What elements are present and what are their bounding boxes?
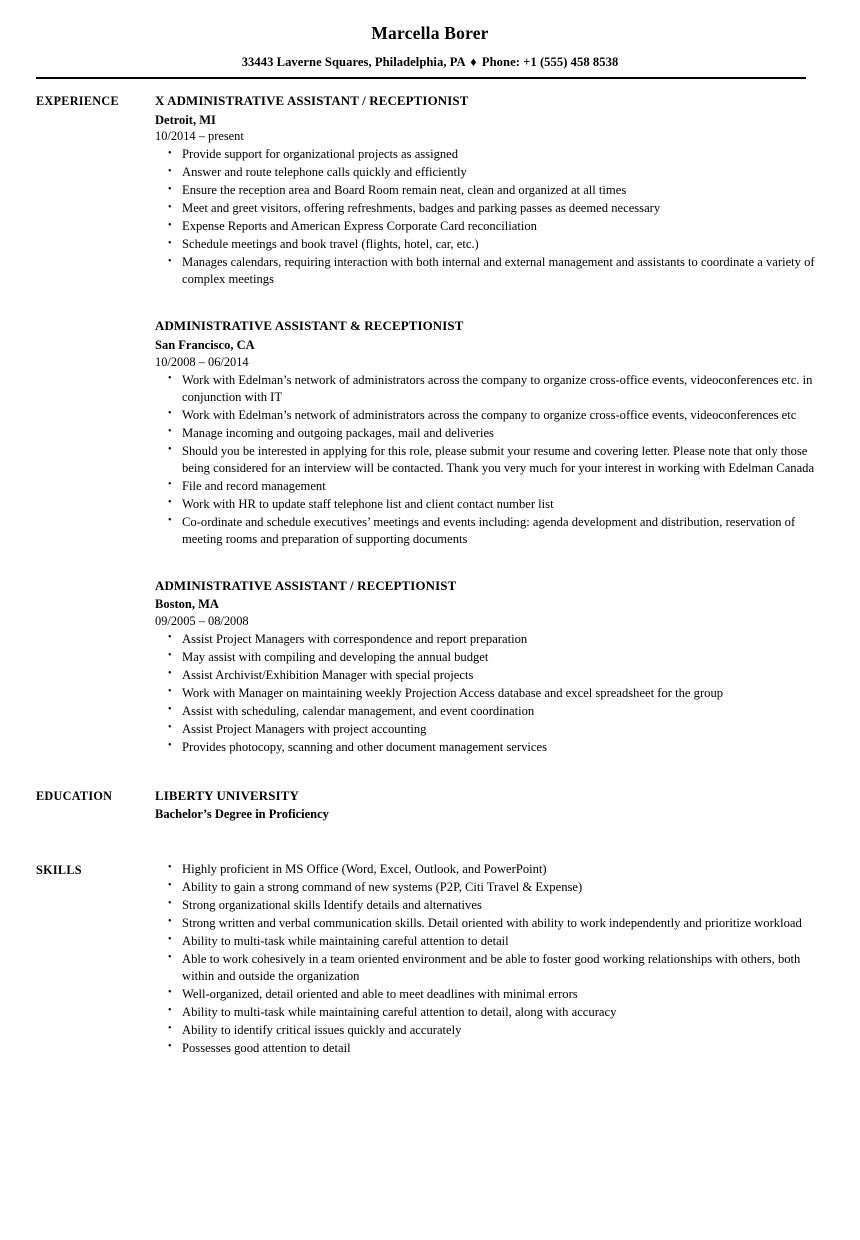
section-education [36,788,824,824]
job-location: San Francisco, CA [155,337,255,352]
list-item: • Work with Manager on maintaining weekly Projection Access database and excel spreadsheet for the group [155,685,824,702]
header-divider [36,77,806,79]
experience-entry [155,93,824,288]
skills-entries [155,860,824,1057]
list-item: • Highly proficient in MS Office (Word, Excel, Outlook, and PowerPoint) [155,861,824,878]
list-item: • Answer and route telephone calls quickly and efficiently [155,164,824,181]
job-title: ADMINISTRATIVE ASSISTANT & RECEPTIONIST [155,319,464,334]
education-entries [155,788,824,824]
education-degree: Bachelor’s Degree in Proficiency [155,807,329,822]
list-item: • Meet and greet visitors, offering refreshments, badges and parking passes as deemed necessary [155,200,824,217]
section-label-skills: SKILLS [36,862,82,877]
job-location: Boston, MA [155,597,219,612]
list-item: • Able to work cohesively in a team oriented environment and be able to foster good working relationships with others, both within and outside the organization [155,951,824,985]
job-dates: 09/2005 – 08/2008 [155,614,249,629]
job-bullet-list [155,146,824,288]
job-bullet-list [155,372,824,548]
list-item: • Co-ordinate and schedule executives’ meetings and events including: agenda development and distribution, reservation of meeting rooms and preparation of supporting documents [155,514,824,548]
resume-content [0,93,860,1057]
list-item: • Work with Edelman’s network of administrators across the company to organize cross-office events, videoconferences etc [155,407,824,424]
contact-line [0,55,860,70]
list-item: • Strong organizational skills Identify details and alternatives [155,897,824,914]
experience-entry [155,318,824,547]
section-skills [36,860,824,1057]
job-dates: 10/2014 – present [155,129,244,144]
list-item: • Manages calendars, requiring interaction with both internal and external management and assistants to coordinate a variety of complex meetings [155,254,824,288]
list-item: • Manage incoming and outgoing packages, mail and deliveries [155,425,824,442]
experience-entries [155,93,824,756]
diamond-separator-icon: ♦ [470,54,477,69]
list-item: • Assist with scheduling, calendar management, and event coordination [155,703,824,720]
list-item: • Ability to gain a strong command of new systems (P2P, Citi Travel & Expense) [155,879,824,896]
list-item: • Ability to identify critical issues quickly and accurately [155,1022,824,1039]
list-item: • Schedule meetings and book travel (flights, hotel, car, etc.) [155,236,824,253]
list-item: • Work with Edelman’s network of administrators across the company to organize cross-office events, videoconferences etc. in conjunction with IT [155,372,824,406]
contact-address: 33443 Laverne Squares, Philadelphia, PA [241,54,465,69]
list-item: • Provides photocopy, scanning and other document management services [155,739,824,756]
list-item: • Possesses good attention to detail [155,1040,824,1057]
experience-entry [155,578,824,756]
list-item: • Assist Project Managers with correspondence and report preparation [155,631,824,648]
list-item: • May assist with compiling and developing the annual budget [155,649,824,666]
education-school: LIBERTY UNIVERSITY [155,788,299,803]
list-item: • Ability to multi-task while maintaining careful attention to detail [155,933,824,950]
resume-header [0,0,860,79]
list-item: • Expense Reports and American Express Corporate Card reconciliation [155,218,824,235]
list-item: • Assist Project Managers with project accounting [155,721,824,738]
list-item: • Strong written and verbal communication skills. Detail oriented with ability to work independently and prioritize workload [155,915,824,932]
skills-bullet-list [155,861,824,1057]
section-label-experience: EXPERIENCE [36,93,119,108]
list-item: • Well-organized, detail oriented and able to meet deadlines with minimal errors [155,986,824,1003]
candidate-name: Marcella Borer [371,23,489,43]
job-title: X ADMINISTRATIVE ASSISTANT / RECEPTIONIST [155,93,469,108]
section-label-education: EDUCATION [36,788,113,803]
section-experience [36,93,824,756]
list-item: • Should you be interested in applying for this role, please submit your resume and covering letter. Please note that only those being considered for an interview will be contacted. Thank you very much for your interest in working with Edelman Canada [155,443,824,477]
contact-phone: Phone: +1 (555) 458 8538 [481,54,619,69]
job-dates: 10/2008 – 06/2014 [155,354,249,369]
list-item: • Assist Archivist/Exhibition Manager with special projects [155,667,824,684]
list-item: • Provide support for organizational projects as assigned [155,146,824,163]
list-item: • File and record management [155,478,824,495]
list-item: • Work with HR to update staff telephone list and client contact number list [155,496,824,513]
job-bullet-list [155,631,824,756]
job-location: Detroit, MI [155,112,216,127]
list-item: • Ensure the reception area and Board Room remain neat, clean and organized at all times [155,182,824,199]
job-title: ADMINISTRATIVE ASSISTANT / RECEPTIONIST [155,578,457,593]
list-item: • Ability to multi-task while maintaining careful attention to detail, along with accuracy [155,1004,824,1021]
